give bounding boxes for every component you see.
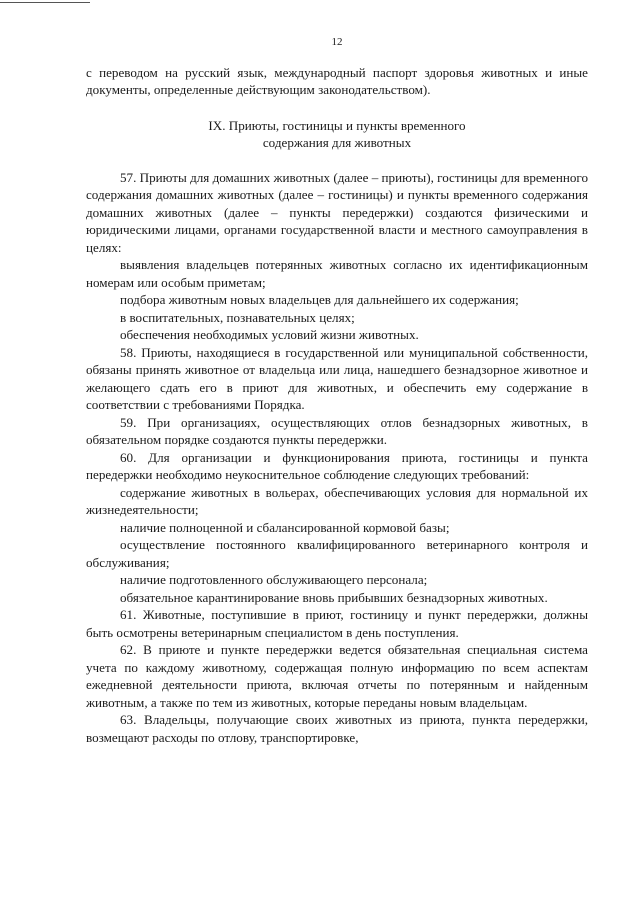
section-heading-line-1: IX. Приюты, гостиницы и пункты временного	[208, 117, 466, 133]
list-item-staff: наличие подготовленного обслуживающего персонала;	[120, 572, 428, 587]
list-item-feed: наличие полноценной и сбалансированной кормовой базы;	[120, 519, 450, 535]
paragraph-63: 63. Владельцы, получающие своих животных из приюта, пункта передержки, возмещают расходы по отлову, транспортировке,	[86, 712, 588, 745]
paragraph-60: 60. Для организации и функционирования приюта, гостиницы и пункта передержки необходимо неукоснительное соблюдение следующих требований:	[86, 449, 588, 482]
list-item-new-owners: подбора животным новых владельцев для дальнейшего их содержания;	[120, 292, 519, 307]
list-item-identify-owners: выявления владельцев потерянных животных согласно их идентификационным номерам или особым приметам;	[86, 257, 588, 290]
page-number: 12	[331, 36, 343, 48]
list-item-quarantine: обязательное карантинирование вновь прибывших безнадзорных животных.	[120, 589, 548, 605]
paragraph-57: 57. Приюты для домашних животных (далее – приюты), гостиницы для временного содержания домашних животных (далее – гостиницы) и пункты временного содержания домашних животных (далее – пункты передержки) создаются физическими и юридическими лицами, органами государственной власти и местного самоуправления в целях:	[86, 169, 588, 255]
paragraph-58: 58. Приюты, находящиеся в государственной или муниципальной собственности, обязаны принять животное от владельца или лица, нашедшего безнадзорное животное и желающего сдать его в приют для животных, и обеспечить ему содержание в соответствии с требованиями Порядка.	[86, 344, 588, 412]
list-item-living-conditions: обеспечения необходимых условий жизни животных.	[120, 327, 419, 342]
document-page	[86, 34, 588, 746]
paragraph-59: 59. При организациях, осуществляющих отлов безнадзорных животных, в обязательном порядке создаются пункты передержки.	[86, 414, 588, 447]
section-heading	[86, 117, 588, 152]
paragraph-61: 61. Животные, поступившие в приют, гостиницу и пункт передержки, должны быть осмотрены ветеринарным специалистом в день поступления.	[86, 607, 588, 640]
list-item-education: в воспитательных, познавательных целях;	[120, 309, 355, 325]
list-item-vet-control: осуществление постоянного квалифицированного ветеринарного контроля и обслуживания;	[86, 537, 588, 570]
paragraph-62: 62. В приюте и пункте передержки ведется обязательная специальная система учета по каждому животному, содержащая полную информацию по всем аспектам ежедневной деятельности приюта, включая отчеты по потерянным и найденным животным, а также по тем из животных, которые переданы новым владельцам.	[86, 642, 588, 710]
section-heading-line-2: содержания для животных	[262, 135, 412, 150]
intro-paragraph: с переводом на русский язык, международный паспорт здоровья животных и иные документы, определенные действующим законодательством).	[86, 64, 588, 97]
scan-edge-line	[0, 2, 90, 3]
list-item-enclosures: содержание животных в вольерах, обеспечивающих условия для нормальной их жизнедеятельности;	[86, 484, 588, 517]
